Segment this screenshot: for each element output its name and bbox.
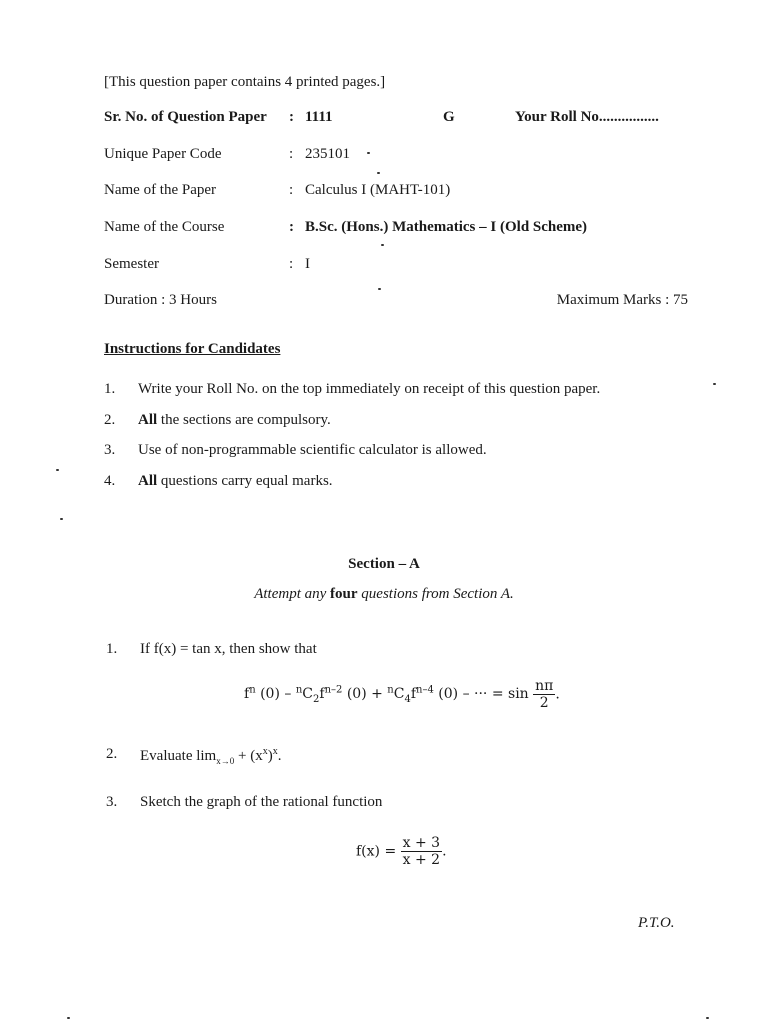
question-text: Sketch the graph of the rational function (140, 794, 383, 810)
fraction: $\frac{x + 3}{x + 2}$ (402, 835, 441, 869)
question-text: If f(x) = tan x, then show that (140, 641, 317, 657)
instruction-text: Use of non-programmable scientific calculator is allowed. (138, 442, 487, 458)
instruction-item (104, 381, 600, 398)
sr-no-value: 1111 (305, 109, 333, 125)
section-instruction: Attempt any four questions from Section A. (254, 586, 514, 602)
course-label: Name of the Course (104, 219, 225, 235)
sr-no-label: Sr. No. of Question Paper (104, 109, 267, 125)
instructions-title: Instructions for Candidates (104, 341, 281, 357)
instruction-number: 4. (104, 473, 116, 489)
instruction-item: 4. All questions carry equal marks. (104, 473, 333, 489)
scan-speck (56, 469, 59, 471)
instruction-text: the sections are compulsory. (157, 412, 331, 428)
semester-label: Semester (104, 256, 159, 272)
section-title: Section – A (348, 556, 420, 572)
paper-label: Name of the Paper (104, 182, 217, 198)
scan-speck (60, 518, 63, 520)
question-1-equation: $f^n$ $(0) - ^nC_2f^{n-2}$ $(0) + ^nC_4f^{n-4}$ (0) – ··· = sin $\frac{n\pi}{2}$ . (244, 678, 560, 712)
paper-value: Calculus I (MAHT-101) (305, 182, 451, 198)
scan-speck (377, 172, 380, 174)
instruction-text: Write your Roll No. on the top immediately on receipt of this question paper. (138, 381, 601, 397)
question-number: 1. (106, 641, 118, 657)
instruction-number: 3. (104, 442, 116, 458)
scan-speck (67, 1017, 70, 1019)
scan-speck (713, 383, 716, 385)
instruction-item (104, 442, 487, 459)
instruction-text: questions carry equal marks. (157, 473, 333, 489)
semester-value: I (305, 256, 310, 272)
sr-no-value-row: : 1111 (289, 109, 333, 125)
semester-value-row: : I (289, 256, 310, 272)
pto-marker: P.T.O. (638, 915, 675, 931)
upc-value: 235101 (305, 146, 350, 162)
roll-no-field: Your Roll No................ (515, 109, 659, 125)
scan-speck (367, 152, 370, 154)
fraction: $\frac{n\pi}{2}$ (535, 678, 554, 712)
scan-speck (378, 288, 381, 290)
question-number: 2. (106, 746, 118, 762)
question-3-equation: f(x) = $\frac{x + 3}{x + 2}$ . (356, 835, 447, 869)
question-number: 3. (106, 794, 118, 810)
course-value-row: : B.Sc. (Hons.) Mathematics – I (Old Scheme) (289, 219, 588, 235)
question-text: Evaluate $\lim_{x\to 0} + (x^x)^x$. (140, 746, 282, 766)
paper-value-row: : Calculus I (MAHT-101) (289, 182, 451, 198)
instruction-number: 2. (104, 412, 116, 428)
page-count-note: [This question paper contains 4 printed pages.] (104, 74, 386, 90)
set-code: G (443, 109, 455, 125)
upc-label: Unique Paper Code (104, 146, 222, 162)
duration: Duration : 3 Hours (104, 292, 217, 308)
upc-value-row: : 235101 (289, 146, 350, 162)
scan-speck (706, 1017, 709, 1019)
scan-speck (381, 244, 384, 246)
course-value: B.Sc. (Hons.) Mathematics – I (Old Scheme) (305, 219, 588, 235)
max-marks: Maximum Marks : 75 (556, 292, 688, 308)
instruction-item: 2. All the sections are compulsory. (104, 412, 331, 428)
instruction-number: 1. (104, 381, 116, 397)
